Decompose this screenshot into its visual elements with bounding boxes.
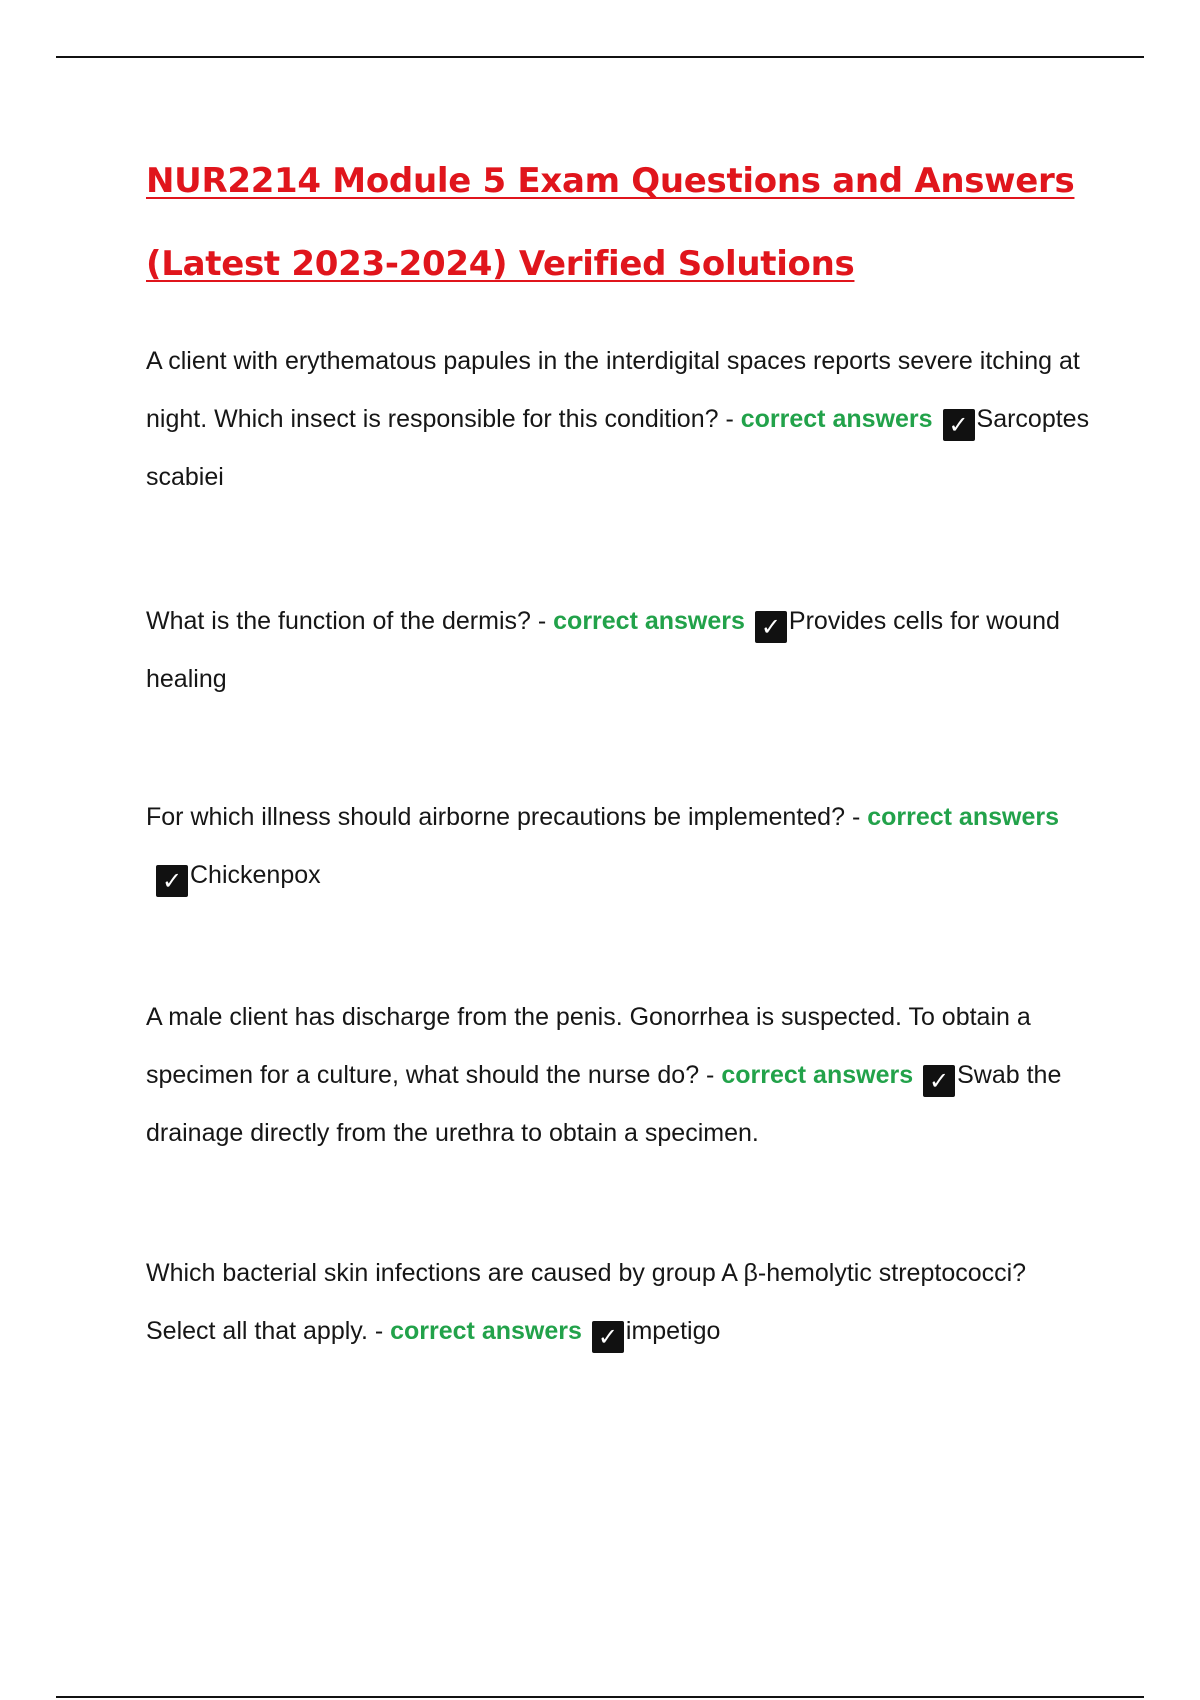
qa-item [146,988,1096,1162]
correct-answers-label: correct answers [721,1061,914,1089]
qa-list [146,332,1096,1360]
answer-text: Swab the drainage directly from the urethra to obtain a specimen. [146,1061,1062,1147]
correct-answers-label: correct answers [867,803,1059,831]
separator: - [718,405,741,433]
correct-answers-label: correct answers [740,405,933,433]
checkmark-icon: ✓ [943,409,975,441]
answer-text: impetigo [625,1317,721,1345]
checkmark-icon: ✓ [923,1065,955,1097]
header-rule [56,56,1144,58]
checkmark-icon: ✓ [592,1321,624,1353]
separator: - [530,607,554,635]
question-text: A client with erythematous papules in the interdigital spaces reports severe itching at night. Which insect is responsible for this condition? [146,347,1080,433]
question-text: For which illness should airborne precautions be implemented? [146,803,845,831]
qa-item [146,788,1096,904]
checkmark-icon: ✓ [156,865,188,897]
separator: - [367,1317,391,1345]
separator: - [845,803,868,831]
document-title [146,140,1096,306]
answer-text: Chickenpox [190,861,321,889]
question-text: A male client has discharge from the penis. Gonorrhea is suspected. To obtain a specimen for a culture, what should the nurse do? [146,1003,1031,1089]
title-line-1: NUR2214 Module 5 Exam Questions and Answers [146,161,1075,201]
question-text: What is the function of the dermis? [146,607,531,635]
separator: - [699,1061,722,1089]
checkmark-icon: ✓ [755,611,787,643]
footer-rule [56,1696,1144,1698]
qa-item [146,592,1096,708]
qa-item [146,1244,1096,1360]
document-body [146,140,1096,1360]
answer-text: Provides cells for wound healing [146,607,1060,693]
title-line-2: (Latest 2023-2024) Verified Solutions [146,244,855,284]
question-text: Which bacterial skin infections are caused by group A β-hemolytic streptococci? Select all that apply. [146,1259,1027,1345]
answer-text: Sarcoptes scabiei [146,405,1090,491]
qa-item [146,332,1096,506]
correct-answers-label: correct answers [553,607,745,635]
correct-answers-label: correct answers [390,1317,582,1345]
